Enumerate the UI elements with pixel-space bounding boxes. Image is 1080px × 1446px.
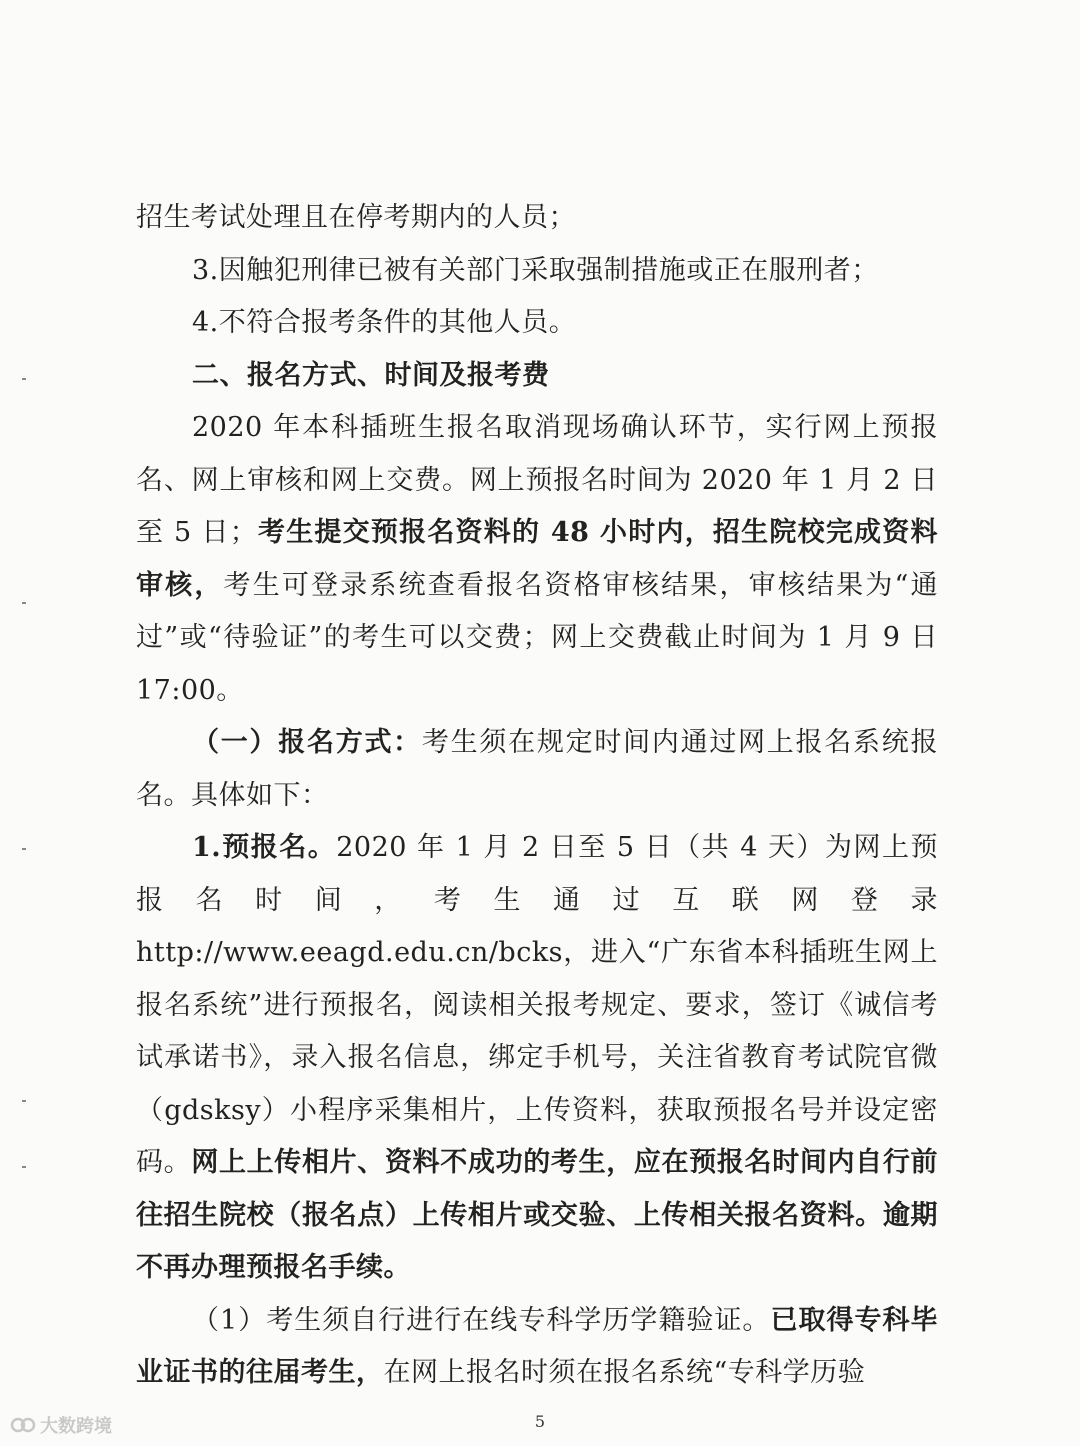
list-item: 4.不符合报考条件的其他人员。 — [192, 307, 577, 338]
bold-text: 网上上传相片、资料不成功的考生，应在预报名时间内自行前往招生院校（报名点）上传相片或交验、上传相关报名资料。逾期不再办理预报名手续。 — [136, 1147, 939, 1283]
text-run: （1）考生须自行进行在线专科学历学籍验证。 — [192, 1304, 771, 1336]
text-run: 2020 年 1 月 2 日至 5 日（共 4 天）为网上预报名时间，考生通过互联网登录 http://www.eeagd.edu.cn/bcks，进入“广东省本科插班生网上报名系统”进行预报名，阅读相关报考规定、要求，签订《诚信考试承诺书》，录入报名信息，绑定手机号，关注省教育考试院官微（gdsksy）小程序采集相片，上传资料，获取预报名号并设定密码。 — [136, 832, 939, 1178]
page-number: 5 — [534, 1412, 546, 1431]
document-body — [136, 192, 938, 1400]
paragraph: 招生考试处理且在停考期内的人员； — [136, 202, 576, 233]
watermark — [10, 1412, 112, 1438]
margin-mark — [22, 602, 26, 604]
bold-text: 已取得专科毕业证书的往届考生， — [136, 1304, 938, 1388]
text-run: 考生可登录系统查看报名资格审核结果，审核结果为“通过”或“待验证”的考生可以交费；网上交费截止时间为 1 月 9 日 17:00。 — [136, 569, 939, 706]
margin-mark — [22, 378, 26, 380]
text-run: 考生须在规定时间内通过网上报名系统报名。具体如下： — [136, 727, 939, 811]
paragraph — [136, 822, 938, 1295]
subsection-heading: （一）报名方式： — [192, 727, 422, 758]
section-heading: 二、报名方式、时间及报考费 — [192, 359, 550, 391]
watermark-logo-icon — [10, 1414, 36, 1436]
text-run: 在网上报名时须在报名系统“专科学历验 — [383, 1357, 866, 1388]
margin-mark — [22, 1100, 26, 1102]
paragraph — [136, 1295, 938, 1400]
item-heading: 1.预报名。 — [192, 832, 337, 863]
margin-mark — [22, 848, 26, 850]
text-run: 2020 年本科插班生报名取消现场确认环节，实行网上预报名、网上审核和网上交费。网上预报名时间为 2020 年 1 月 2 日至 5 日； — [136, 412, 938, 548]
paragraph — [136, 402, 938, 717]
margin-mark — [22, 1166, 26, 1168]
bold-text: 考生提交预报名资料的 48 小时内，招生院校完成资料审核， — [136, 517, 939, 601]
watermark-text: 大数跨境 — [40, 1416, 112, 1437]
paragraph — [136, 717, 938, 822]
list-item: 3.因触犯刑律已被有关部门采取强制措施或正在服刑者； — [192, 254, 879, 286]
